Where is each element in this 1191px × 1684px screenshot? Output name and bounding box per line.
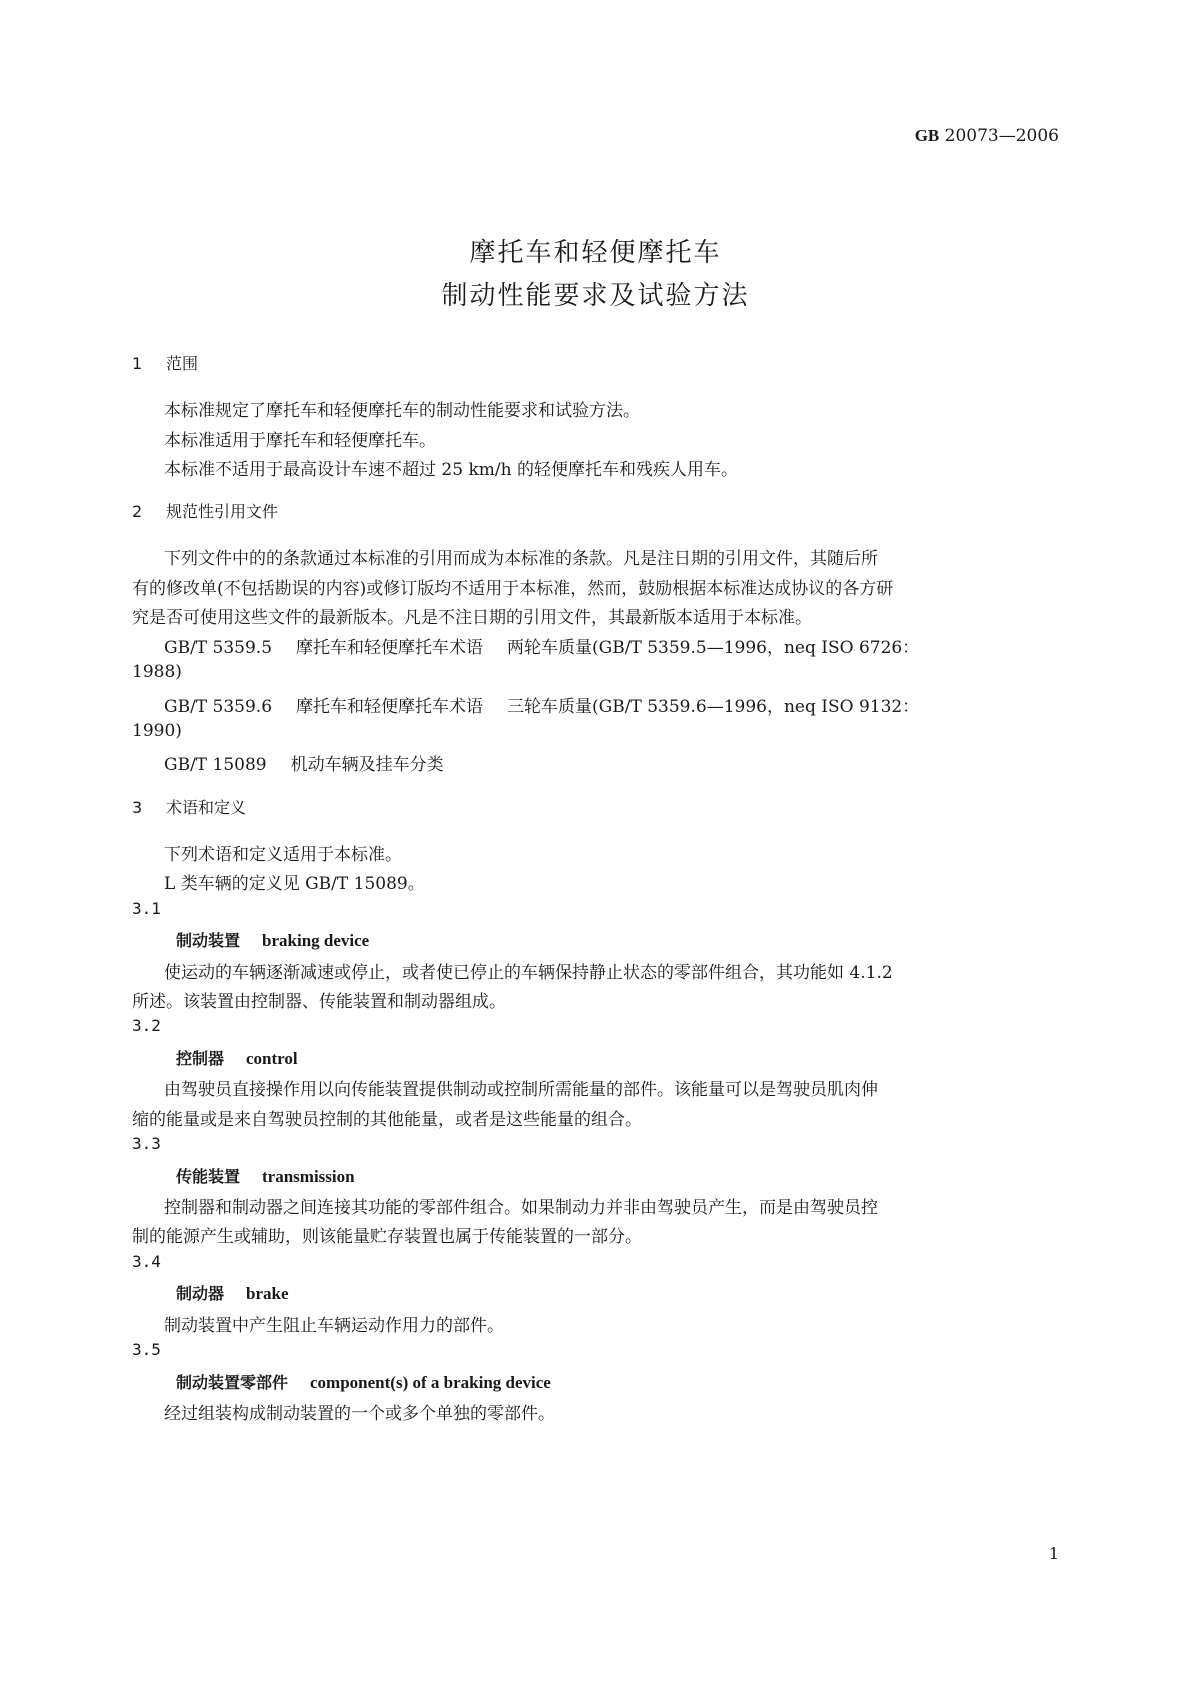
term-heading [176, 1370, 551, 1393]
term-number: 3.5 [132, 1340, 161, 1359]
section-title: 术语和定义 [166, 798, 247, 817]
paragraph-line: 究是否可使用这些文件的最新版本。凡是不注日期的引用文件，其最新版本适用于本标准。 [132, 608, 812, 628]
term-number: 3.2 [132, 1016, 161, 1035]
term-number: 3.4 [132, 1252, 161, 1271]
section-heading-scope [132, 351, 198, 374]
term-chinese: 传能装置 [176, 1167, 241, 1186]
paragraph: 本标准适用于摩托车和轻便摩托车。 [164, 431, 436, 451]
paragraph: 本标准规定了摩托车和轻便摩托车的制动性能要求和试验方法。 [164, 401, 640, 421]
reference-item [164, 633, 919, 658]
standard-code: 20073—2006 [944, 126, 1059, 146]
section-title: 规范性引用文件 [166, 502, 279, 521]
term-chinese: 制动器 [176, 1284, 225, 1303]
reference-continuation: 1990) [132, 721, 182, 741]
reference-code: GB/T 5359.5 [164, 638, 273, 658]
section-heading-normative-references [132, 499, 278, 522]
reference-code: GB/T 5359.6 [164, 697, 273, 717]
term-english: control [246, 1049, 298, 1068]
term-english: transmission [262, 1167, 355, 1186]
term-english: component(s) of a braking device [310, 1373, 551, 1392]
standard-prefix: GB [914, 126, 940, 145]
paragraph-line: 有的修改单(不包括勘误的内容)或修订版均不适用于本标准，然而，鼓励根据本标准达成协议的各方研 [132, 579, 894, 599]
paragraph: 下列术语和定义适用于本标准。 [164, 845, 402, 865]
reference-continuation: 1988) [132, 662, 182, 682]
term-english: brake [246, 1284, 289, 1303]
reference-subtitle: 两轮车质量(GB/T 5359.5—1996，neq ISO 6726： [507, 638, 920, 658]
reference-subtitle: 三轮车质量(GB/T 5359.6—1996，neq ISO 9132： [507, 697, 920, 717]
term-heading [176, 928, 369, 951]
document-title-line2: 制动性能要求及试验方法 [441, 281, 750, 311]
term-chinese: 制动装置 [176, 931, 241, 950]
definition-line: 制的能源产生或辅助，则该能量贮存装置也属于传能装置的一部分。 [132, 1227, 642, 1247]
definition-line: 由驾驶员直接操作用以向传能装置提供制动或控制所需能量的部件。该能量可以是驾驶员肌肉伸 [164, 1080, 878, 1100]
paragraph-line: 下列文件中的的条款通过本标准的引用而成为本标准的条款。凡是注日期的引用文件，其随后所 [164, 549, 878, 569]
reference-code: GB/T 15089 [164, 755, 267, 775]
term-heading [176, 1281, 289, 1304]
term-heading [176, 1164, 355, 1187]
standard-number [915, 126, 1059, 146]
definition-line: 制动装置中产生阻止车辆运动作用力的部件。 [164, 1316, 504, 1336]
reference-title: 机动车辆及挂车分类 [290, 755, 444, 775]
term-number: 3.1 [132, 899, 161, 918]
section-title: 范围 [166, 354, 199, 373]
definition-line: 经过组装构成制动装置的一个或多个单独的零部件。 [164, 1404, 555, 1424]
reference-title: 摩托车和轻便摩托车术语 [296, 697, 484, 717]
term-number: 3.3 [132, 1134, 161, 1153]
paragraph: 本标准不适用于最高设计车速不超过 25 km/h 的轻便摩托车和残疾人用车。 [164, 460, 738, 480]
section-number: 1 [132, 354, 143, 373]
definition-line: 所述。该装置由控制器、传能装置和制动器组成。 [132, 992, 506, 1012]
term-english: braking device [262, 931, 370, 950]
reference-item [164, 750, 444, 775]
definition-line: 控制器和制动器之间连接其功能的零部件组合。如果制动力并非由驾驶员产生，而是由驾驶员控 [164, 1198, 878, 1218]
document-title-line1: 摩托车和轻便摩托车 [469, 238, 722, 268]
section-number: 2 [132, 502, 143, 521]
page-number: 1 [1048, 1544, 1059, 1563]
term-chinese: 控制器 [176, 1049, 225, 1068]
definition-line: 使运动的车辆逐渐减速或停止，或者使已停止的车辆保持静止状态的零部件组合，其功能如 4.1.2 [164, 963, 893, 983]
section-number: 3 [132, 798, 143, 817]
term-heading [176, 1046, 298, 1069]
reference-title: 摩托车和轻便摩托车术语 [296, 638, 484, 658]
definition-line: 缩的能量或是来自驾驶员控制的其他能量，或者是这些能量的组合。 [132, 1110, 642, 1130]
reference-item [164, 692, 919, 717]
term-chinese: 制动装置零部件 [176, 1373, 289, 1392]
paragraph: L 类车辆的定义见 GB/T 15089。 [164, 874, 425, 894]
section-heading-terms [132, 795, 246, 818]
